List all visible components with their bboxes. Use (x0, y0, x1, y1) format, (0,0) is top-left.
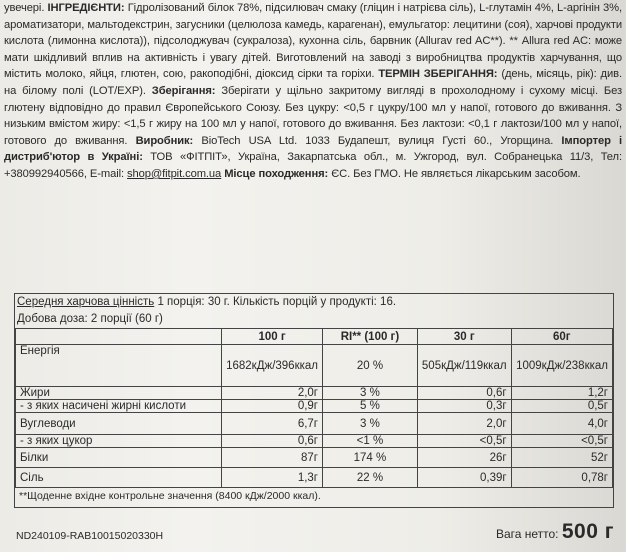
row-name: - з яких насичені жирні кислоти (16, 400, 222, 413)
cell-value: 6,7г (222, 413, 323, 435)
batch-code: ND240109-RAB10015020330H (16, 530, 164, 542)
table-row (16, 468, 613, 488)
row-name: Сіль (16, 468, 222, 488)
cell-value: <0,5г (511, 435, 612, 448)
storage-term-heading: ТЕРМІН ЗБЕРІГАННЯ: (378, 68, 498, 81)
origin-text: ЄС. (331, 167, 351, 180)
cell-value: 1009кДж/238ккал (511, 345, 612, 387)
ingredients-text: Гідролізований білок 78%, підсилювач смаку (гліцин і натрієва сіль), L-глутамін 4%, L-аргінін 3%, ароматизатори, мальтодекстрин, загусники (целюлоза камедь, карагенан), емульгатор: лецитини (соя), харчові продукти кислота (лимонна кислота)), підсолоджувач (сукралоза), кухонна сіль, барвник (Allurav red AC**). (4, 2, 623, 48)
cell-value: 1,2г (511, 387, 612, 400)
row-name: Вуглеводи (16, 413, 222, 435)
column-header (16, 329, 222, 345)
row-name: Білки (16, 448, 222, 468)
gmo-text: Без ГМО. Не являється лікарським засобом. (353, 167, 581, 180)
manufacturer-heading: Виробник: (135, 134, 194, 147)
cell-value: 20 % (323, 345, 418, 387)
table-row (16, 435, 613, 448)
cell-value: 0,78г (511, 468, 612, 488)
cell-value: 1,3г (222, 468, 323, 488)
cell-value: 26г (417, 448, 511, 468)
net-weight-label: Вага нетто: (495, 527, 559, 541)
importer-text: ТОВ «ФІТПІТ», Україна, Закарпатська обл., м. Ужгород, вул. Собранецька 11/3, Тел: +380992940566, E-mail: (4, 151, 622, 180)
importer-heading: Імпортер і дистриб'ютор в Україні: (4, 134, 622, 164)
cell-value: 0,39г (417, 468, 511, 488)
row-name: Енергія (16, 345, 222, 387)
cell-value: 505кДж/119ккал (417, 345, 511, 387)
cell-value: 52г (511, 448, 612, 468)
cell-value: 0,5г (511, 400, 612, 413)
row-name: - з яких цукор (16, 435, 222, 448)
column-header: 30 г (417, 329, 511, 345)
cell-value: <1 % (323, 435, 418, 448)
table-row (16, 345, 613, 387)
net-weight (496, 520, 614, 544)
net-weight-value: 500 г (561, 520, 614, 543)
cell-value: 22 % (323, 468, 418, 488)
nutrition-title: Середня харчова цінність (17, 296, 155, 308)
cell-value: 0,9г (222, 400, 323, 413)
cell-value: 0,6г (417, 387, 511, 400)
daily-dose: Добова доза: 2 порції (60 г) (17, 313, 163, 325)
nutrition-panel (14, 293, 614, 508)
intro-text: увечері. (4, 2, 45, 14)
allura-note: ** Allura red AC: може мати шкідливий вплив на активність і увагу дітей. (4, 35, 622, 64)
manufacturer-text: BioTech USA Ltd. 1033 Будапешт, вулиця Густі 60., Угорщина. (201, 134, 554, 147)
cell-value: <0,5г (417, 435, 511, 448)
cell-value: 0,3г (417, 400, 511, 413)
cell-value: 87г (222, 448, 323, 468)
column-header: 60г (511, 329, 612, 345)
ingredients-heading: ІНГРЕДІЄНТИ: (47, 2, 125, 14)
label-text-block (4, 0, 622, 183)
storage-text: Зберігати у щільно закритому вигляді в прохолодному і сухому місці. Без глютену відповідно до правил Європейського Союзу. Без цукру: <0,5 г цукру/100 мл у напої, готового до вживання. З низьким вмістом жиру: <1,5 г жиру на 100 мл у напої, готового до вживання. Без лактози: <0,1 г лактози/100 мл у напої, готового до вживання. (4, 84, 622, 147)
cell-value: 0,6г (222, 435, 323, 448)
nutrition-header (15, 293, 613, 311)
cell-value: 3 % (323, 413, 418, 435)
portion-text: 1 порція: 30 г. Кількість порцій у продукті: 16. (157, 296, 397, 308)
origin-heading: Місце походження: (224, 167, 329, 180)
nutrition-footnote: **Щоденне вхідне контрольне значення (8400 кДж/2000 ккал). (15, 488, 613, 508)
table-row (16, 448, 613, 468)
cell-value: 3 % (323, 387, 418, 400)
email-link[interactable]: shop@fitpit.com.ua (127, 167, 222, 180)
table-row (16, 400, 613, 413)
cell-value: 4,0г (511, 413, 612, 435)
storage-term-text: (день, місяць, рік): див. на білому полі (LOT/EXP). (4, 68, 622, 97)
cell-value: 1682кДж/396ккал (222, 345, 323, 387)
cell-value: 5 % (323, 400, 418, 413)
row-name: Жири (16, 387, 222, 400)
column-header: 100 г (222, 329, 323, 345)
cell-value: 2,0г (417, 413, 511, 435)
allergen-text: Виготовлений на заводі з виробництва продуктів харчування, що містить молоко, яйця, глютен, сою, ракоподібні, діоксид сірки та горіхи. (4, 51, 622, 81)
cell-value: 2,0г (222, 387, 323, 400)
nutrition-table (15, 328, 613, 488)
storage-heading: Зберігання: (151, 84, 216, 97)
column-header: RI** (100 г) (323, 329, 418, 345)
cell-value: 174 % (323, 448, 418, 468)
table-row (16, 413, 613, 435)
nutrition-table-header (16, 329, 613, 345)
table-row (16, 387, 613, 400)
